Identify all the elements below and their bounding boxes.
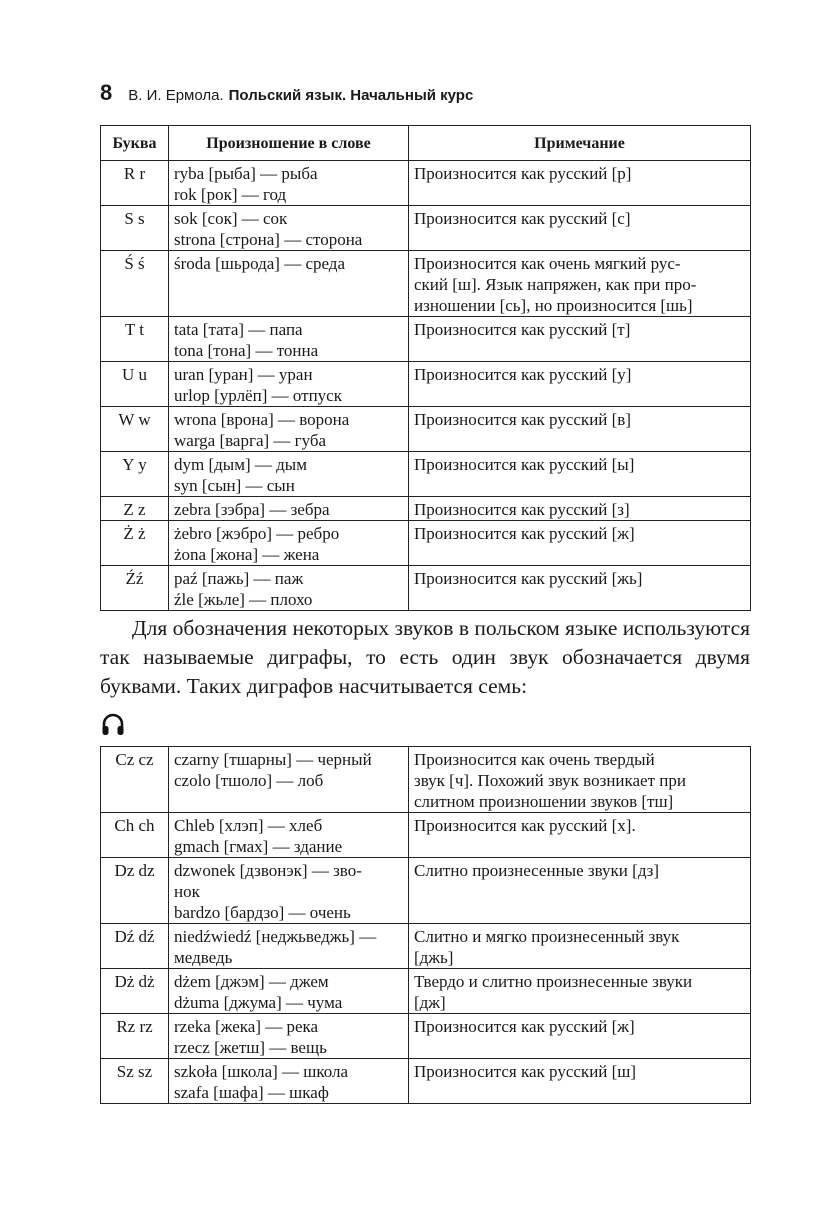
pronunciation-cell [169, 452, 409, 497]
letter-cell: Dź dź [101, 924, 169, 969]
pronunciation-line: dżem [джэм] — джем [174, 972, 329, 991]
table-header-row [101, 126, 751, 161]
pronunciation-line: urlop [урлёп] — отпуск [174, 386, 342, 405]
note-cell [409, 969, 751, 1014]
pronunciation-line: tona [тона] — тонна [174, 341, 319, 360]
letter-cell: U u [101, 362, 169, 407]
note-cell [409, 407, 751, 452]
note-line: Твердо и слитно произнесенные звуки [414, 972, 693, 991]
pronunciation-line: Chleb [хлэп] — хлеб [174, 816, 323, 835]
author-name: В. И. Ермола. [128, 87, 224, 104]
pronunciation-cell [169, 161, 409, 206]
pronunciation-line: bardzo [бардзо] — очень [174, 903, 351, 922]
letter-cell: Dż dż [101, 969, 169, 1014]
pronunciation-line: sok [сок] — сок [174, 209, 288, 228]
letter-cell: W w [101, 407, 169, 452]
table-row [101, 858, 751, 924]
table-row [101, 161, 751, 206]
pronunciation-line: źle [жьле] — плохо [174, 590, 313, 609]
pronunciation-cell [169, 407, 409, 452]
note-line: Произносится как русский [ж] [414, 1017, 635, 1036]
note-line: Произносится как русский [з] [414, 500, 630, 519]
letter-cell: Y y [101, 452, 169, 497]
letter-cell: R r [101, 161, 169, 206]
headphones-icon [100, 712, 126, 738]
letter-cell: Źź [101, 566, 169, 611]
note-cell [409, 362, 751, 407]
pronunciation-line: dym [дым] — дым [174, 455, 307, 474]
note-cell [409, 521, 751, 566]
pronunciation-cell [169, 1059, 409, 1104]
pronunciation-line: żebro [жэбро] — ребро [174, 524, 340, 543]
pronunciation-line: szkoła [школа] — школа [174, 1062, 349, 1081]
pronunciation-cell [169, 747, 409, 813]
pronunciation-line: tata [тата] — папа [174, 320, 303, 339]
table-row [101, 317, 751, 362]
note-line: изношении [сь], но произносится [шь] [414, 296, 693, 315]
note-cell [409, 497, 751, 521]
note-line: ский [ш]. Язык напряжен, как при про- [414, 275, 697, 294]
pronunciation-line: uran [уран] — уран [174, 365, 313, 384]
note-line: Произносится как русский [ж] [414, 524, 635, 543]
pronunciation-line: rzecz [жетш] — вещь [174, 1038, 327, 1057]
letter-cell: Dz dz [101, 858, 169, 924]
pronunciation-cell [169, 924, 409, 969]
note-line: [джь] [414, 948, 454, 967]
table-row [101, 1014, 751, 1059]
table-row [101, 362, 751, 407]
pronunciation-line: dżuma [джума] — чума [174, 993, 343, 1012]
note-line: [дж] [414, 993, 446, 1012]
table-row [101, 747, 751, 813]
digraphs-paragraph: Для обозначения некоторых звуков в польском языке используются так называемые диграфы, то есть один звук обозначается двумя буквами. Таких диграфов насчитывается семь: [100, 616, 750, 698]
note-cell [409, 566, 751, 611]
note-line: Слитно и мягко произнесенный звук [414, 927, 680, 946]
note-line: Произносится как очень твердый [414, 750, 655, 769]
note-cell [409, 747, 751, 813]
note-line: Произносится как русский [т] [414, 320, 631, 339]
note-line: Произносится как русский [ы] [414, 455, 635, 474]
pronunciation-cell [169, 969, 409, 1014]
letter-cell: T t [101, 317, 169, 362]
note-line: звук [ч]. Похожий звук возникает при [414, 771, 686, 790]
note-line: Произносится как русский [х]. [414, 816, 636, 835]
note-cell [409, 251, 751, 317]
pronunciation-line: szafa [шафа] — шкаф [174, 1083, 329, 1102]
running-header [100, 80, 473, 110]
letter-cell: S s [101, 206, 169, 251]
note-cell [409, 206, 751, 251]
table-row [101, 813, 751, 858]
note-line: Произносится как русский [жь] [414, 569, 643, 588]
note-line: Произносится как очень мягкий рус- [414, 254, 681, 273]
pronunciation-line: warga [варга] — губа [174, 431, 327, 450]
note-cell [409, 924, 751, 969]
column-header-letter: Буква [101, 126, 169, 161]
pronunciation-line: dzwonek [дзвонэк] — зво- [174, 861, 362, 880]
pronunciation-line: strona [строна] — сторона [174, 230, 363, 249]
letter-cell: Cz cz [101, 747, 169, 813]
pronunciation-line: wrona [врона] — ворона [174, 410, 350, 429]
pronunciation-cell [169, 362, 409, 407]
note-line: Произносится как русский [р] [414, 164, 632, 183]
column-header-note: Примечание [409, 126, 751, 161]
pronunciation-line: czolo [тшоло] — лоб [174, 771, 324, 790]
table-row [101, 924, 751, 969]
letter-cell: Sz sz [101, 1059, 169, 1104]
pronunciation-line: syn [сын] — сын [174, 476, 295, 495]
letter-cell: Z z [101, 497, 169, 521]
pronunciation-line: niedźwiedź [неджьведжь] — [174, 927, 377, 946]
letter-cell: Ś ś [101, 251, 169, 317]
letters-table [100, 125, 751, 611]
table-row [101, 969, 751, 1014]
pronunciation-cell [169, 813, 409, 858]
note-line: Произносится как русский [ш] [414, 1062, 637, 1081]
note-cell [409, 1014, 751, 1059]
pronunciation-line: środa [шьрода] — среда [174, 254, 346, 273]
note-cell [409, 858, 751, 924]
note-cell [409, 1059, 751, 1104]
note-cell [409, 452, 751, 497]
book-title: Польский язык. Начальный курс [228, 87, 474, 104]
table-row [101, 452, 751, 497]
table-row [101, 1059, 751, 1104]
letter-cell: Ż ż [101, 521, 169, 566]
note-cell [409, 161, 751, 206]
pronunciation-line: gmach [гмах] — здание [174, 837, 343, 856]
note-cell [409, 317, 751, 362]
digraphs-table [100, 746, 751, 1104]
letter-cell: Rz rz [101, 1014, 169, 1059]
table-row [101, 206, 751, 251]
pronunciation-cell [169, 206, 409, 251]
pronunciation-line: нок [174, 882, 200, 901]
note-line: Слитно произнесенные звуки [дз] [414, 861, 660, 880]
page-number: 8 [100, 80, 113, 105]
pronunciation-cell [169, 251, 409, 317]
pronunciation-cell [169, 521, 409, 566]
pronunciation-line: медведь [174, 948, 233, 967]
pronunciation-cell [169, 497, 409, 521]
pronunciation-line: paź [пажь] — паж [174, 569, 304, 588]
pronunciation-cell [169, 566, 409, 611]
note-line: Произносится как русский [у] [414, 365, 632, 384]
pronunciation-line: rzeka [жека] — река [174, 1017, 319, 1036]
table-row [101, 251, 751, 317]
table-row [101, 566, 751, 611]
note-cell [409, 813, 751, 858]
note-line: Произносится как русский [с] [414, 209, 631, 228]
pronunciation-line: żona [жона] — жена [174, 545, 320, 564]
pronunciation-line: ryba [рыба] — рыба [174, 164, 318, 183]
pronunciation-cell [169, 1014, 409, 1059]
note-line: слитном произношении звуков [тш] [414, 792, 674, 811]
table-row [101, 497, 751, 521]
column-header-pronunciation: Произношение в слове [169, 126, 409, 161]
table-row [101, 407, 751, 452]
note-line: Произносится как русский [в] [414, 410, 631, 429]
pronunciation-line: rok [рок] — год [174, 185, 287, 204]
pronunciation-cell [169, 858, 409, 924]
pronunciation-line: zebra [зэбра] — зебра [174, 500, 330, 519]
table-row [101, 521, 751, 566]
pronunciation-line: czarny [тшарны] — черный [174, 750, 372, 769]
pronunciation-cell [169, 317, 409, 362]
letter-cell: Ch ch [101, 813, 169, 858]
